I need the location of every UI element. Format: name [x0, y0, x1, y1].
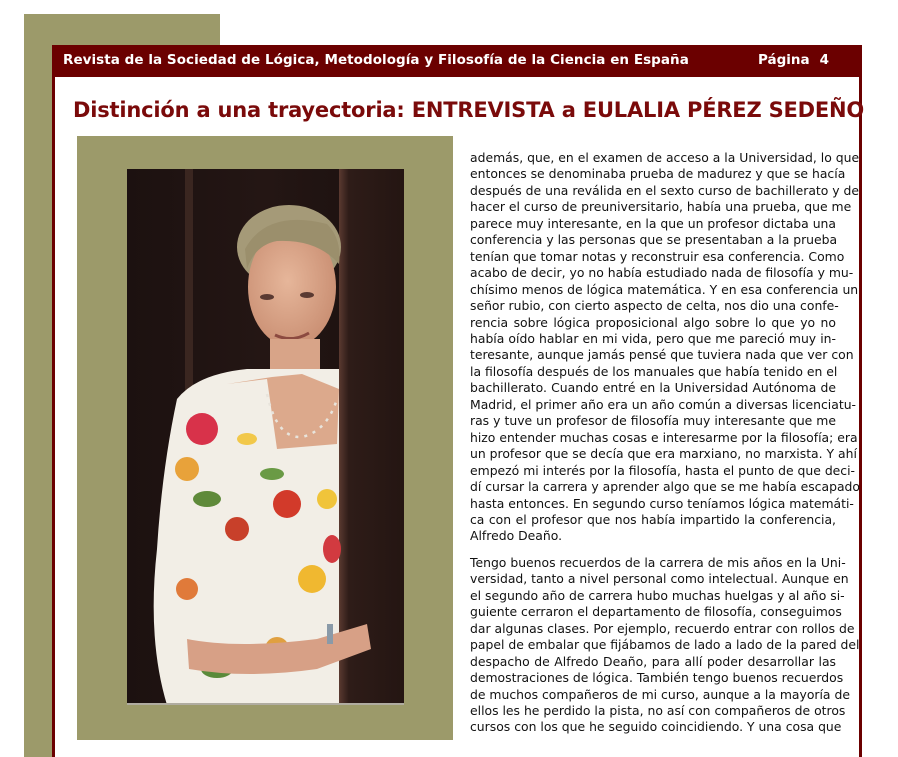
- text-line: papel de embalar que fijábamos de lado a lado de la pared del: [470, 637, 860, 653]
- text-line: teresante, aunque jamás pensé que tuviera nada que ver con: [470, 347, 854, 363]
- text-line: el segundo año de carrera hubo muchas huelgas y al año si-: [470, 587, 845, 603]
- text-line: después de una reválida en el sexto curso de bachillerato y de: [470, 182, 860, 198]
- text-line: demostraciones de lógica. También tengo buenos recuerdos: [470, 670, 844, 686]
- page-header-bar: [52, 45, 862, 77]
- text-line: ras y tuve un profesor de filosofía muy interesante que me: [470, 413, 836, 429]
- text-line: guiente cerraron el departamento de filosofía, conseguimos: [470, 604, 842, 620]
- portrait-photo: [127, 169, 404, 705]
- text-line: rencia sobre lógica proposicional algo sobre lo que yo no: [470, 314, 836, 330]
- text-line: tenían que tomar notas y reconstruir esa conferencia. Como: [470, 248, 845, 264]
- text-line: había oído hablar en mi vida, pero que me pareció muy in-: [470, 330, 836, 346]
- text-line: Madrid, el primer año era un año común a diversas licenciatu-: [470, 396, 857, 412]
- text-line: parece muy interesante, en la que un profesor dictaba una: [470, 215, 836, 231]
- paragraph-1: [470, 150, 860, 545]
- text-line: la filosofía después de los manuales que había tenido en el: [470, 363, 838, 379]
- text-line: despacho de Alfredo Deaño, para allí poder desarrollar las: [470, 653, 836, 669]
- text-line: acabo de decir, yo no había estudiado nada de filosofía y mu-: [470, 265, 854, 281]
- journal-title: Revista de la Sociedad de Lógica, Metodología y Filosofía de la Ciencia en España: [63, 52, 689, 68]
- text-line: hacer el curso de preuniversitario, había una prueba, que me: [470, 199, 852, 215]
- text-line: Alfredo Deaño.: [470, 528, 563, 544]
- page-indicator: [758, 52, 829, 68]
- text-line: empezó mi interés por la filosofía, hasta el punto de que deci-: [470, 462, 856, 478]
- text-line: además, que, en el examen de acceso a la Universidad, lo que: [470, 150, 860, 165]
- text-line: hizo entender muchas cosas e interesarme por la filosofía; era: [470, 429, 858, 445]
- article-body: [470, 150, 860, 746]
- page-label: Página: [757, 52, 810, 68]
- text-line: chísimo menos de lógica matemática. Y en esa conferencia un: [470, 281, 859, 297]
- text-line: dí cursar la carrera y aprender algo que se me había escapado: [470, 479, 860, 495]
- text-line: de muchos compañeros de mi curso, aunque a la mayoría de: [470, 686, 850, 702]
- text-line: un profesor que se decía que era marxiano, no marxista. Y ahí: [470, 446, 857, 462]
- text-line: entonces se denominaba prueba de madurez y que se hacía: [470, 166, 846, 182]
- photo-frame: [77, 136, 453, 740]
- text-line: hasta entonces. En segundo curso teníamos lógica matemáti-: [470, 495, 854, 511]
- text-line: ca con el profesor que nos había impartido la conferencia,: [470, 511, 836, 527]
- text-line: ellos les he perdido la pista, no así con compañeros de otros: [470, 702, 846, 718]
- page-number: 4: [819, 52, 829, 68]
- text-line: conferencia y las personas que se presentaban a la prueba: [470, 232, 838, 248]
- article-title: Distinción a una trayectoria: ENTREVISTA a EULALIA PÉREZ SEDEÑO: [73, 98, 865, 122]
- portrait-illustration: [127, 169, 404, 705]
- text-line: cursos con los que he seguido coincidiendo. Y una cosa que: [470, 719, 842, 735]
- text-line: dar algunas clases. Por ejemplo, recuerdo entrar con rollos de: [470, 620, 855, 636]
- text-line: versidad, tanto a nivel personal como intelectual. Aunque en: [470, 571, 849, 587]
- text-line: bachillerato. Cuando entré en la Universidad Autónoma de: [470, 380, 836, 396]
- text-line: señor rubio, con cierto aspecto de celta, nos dio una confe-: [470, 298, 839, 314]
- text-line: Tengo buenos recuerdos de la carrera de mis años en la Uni-: [470, 554, 846, 570]
- paragraph-2: [470, 554, 860, 736]
